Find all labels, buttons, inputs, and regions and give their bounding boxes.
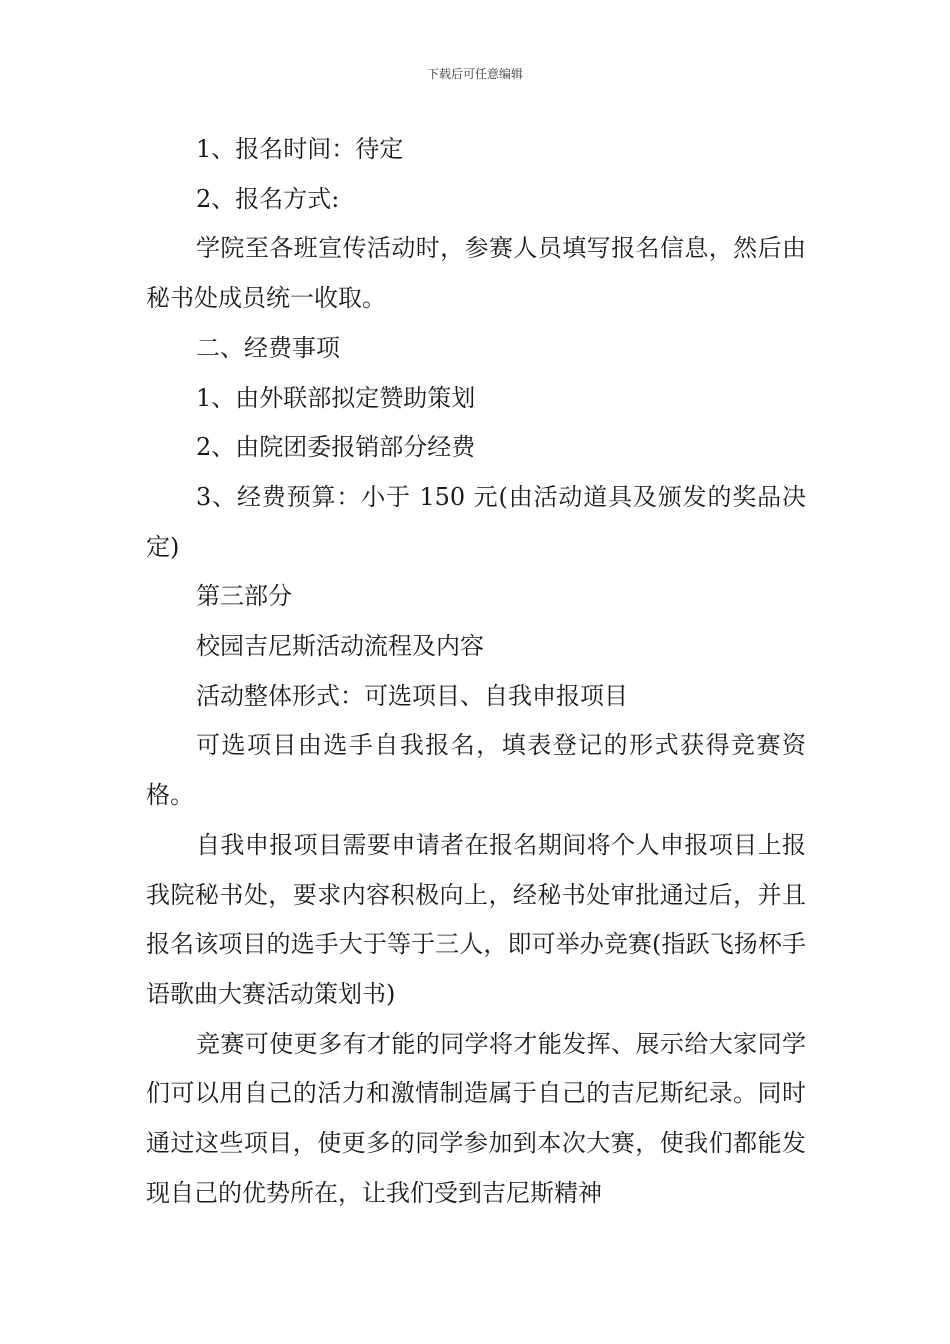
paragraph-funding-budget: 3、经费预算：小于 150 元(由活动道具及颁发的奖品决定) [146,482,806,561]
paragraph-registration-method: 2、报名方式: [196,184,340,213]
heading-part-three: 第三部分 [196,582,292,611]
paragraph-registration-details: 学院至各班宣传活动时，参赛人员填写报名信息，然后由秘书处成员统一收取。 [146,234,806,313]
paragraph-funding-reimburse: 2、由院团委报销部分经费 [196,433,476,462]
page-header-note: 下载后可任意编辑 [426,67,523,81]
document-body [146,125,806,1218]
paragraph-funding-sponsor: 1、由外联部拟定赞助策划 [196,383,476,412]
paragraph-registration-time: 1、报名时间：待定 [196,135,404,163]
paragraph-competition-purpose: 竞赛可使更多有才能的同学将才能发挥、展示给大家同学们可以用自己的活力和激情制造属于自己的吉尼斯纪录。同时通过这些项目，使更多的同学参加到本次大赛，使我们都能发现自己的优势所在，让我们受到吉尼斯精神 [146,1029,806,1207]
paragraph-optional-items: 可选项目由选手自我报名，填表登记的形式获得竞赛资格。 [146,731,806,810]
paragraph-activity-form: 活动整体形式：可选项目、自我申报项目 [196,681,628,710]
heading-funding: 二、经费事项 [196,333,340,362]
heading-activity-flow: 校园吉尼斯活动流程及内容 [196,632,484,661]
paragraph-self-declared-items: 自我申报项目需要申请者在报名期间将个人申报项目上报我院秘书处，要求内容积极向上，经秘书处审批通过后，并且报名该项目的选手大于等于三人，即可举办竞赛(指跃飞扬杯手语歌曲大赛活动策划书) [146,830,806,1008]
